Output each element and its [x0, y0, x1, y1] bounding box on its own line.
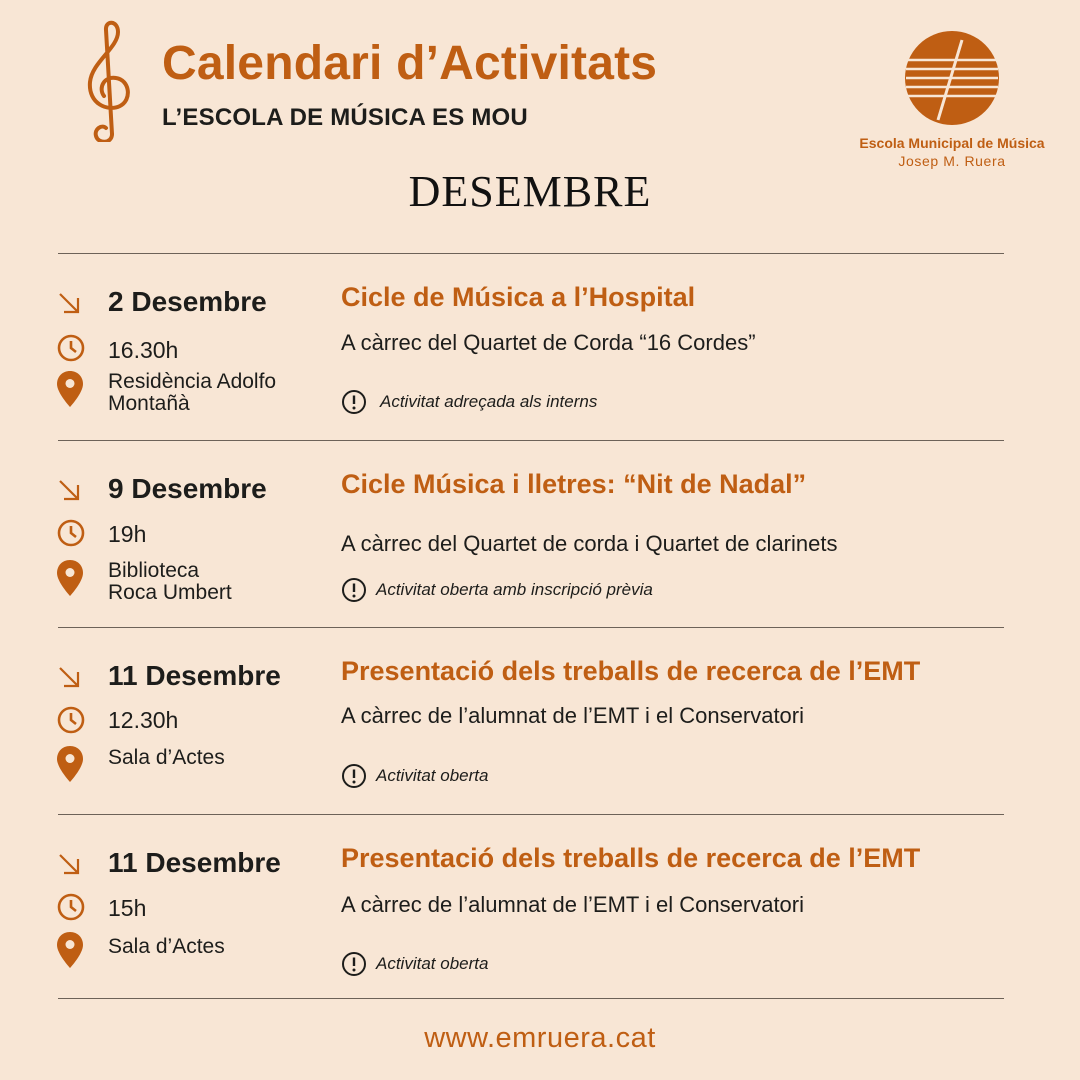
location-pin-icon [56, 370, 84, 408]
divider [58, 998, 1004, 999]
school-logo-icon [904, 30, 1000, 126]
event-note-text: Activitat oberta [376, 766, 489, 785]
exclamation-circle-icon [341, 389, 367, 415]
location-pin-icon [56, 745, 84, 783]
event-title: Presentació dels treballs de recerca de l’EMT [341, 843, 921, 873]
school-subname: Josep M. Ruera [898, 153, 1006, 169]
event-note-text: Activitat adreçada als interns [380, 392, 598, 411]
event-item [0, 628, 1080, 814]
event-note-text: Activitat oberta amb inscripció prèvia [376, 580, 653, 599]
event-time: 15h [108, 895, 147, 921]
arrow-down-right-icon [56, 290, 82, 316]
treble-clef-icon [68, 18, 148, 142]
event-item [0, 254, 1080, 440]
event-title: Cicle Música i lletres: “Nit de Nadal” [341, 469, 807, 499]
website-link[interactable]: www.emruera.cat [424, 1022, 656, 1054]
event-title: Presentació dels treballs de recerca de l’EMT [341, 656, 921, 686]
event-note-text: Activitat oberta [376, 954, 489, 973]
arrow-down-right-icon [56, 477, 82, 503]
school-name: Escola Municipal de Música [859, 135, 1045, 151]
arrow-down-right-icon [56, 851, 82, 877]
event-time: 12.30h [108, 707, 179, 733]
event-description: A càrrec del Quartet de Corda “16 Cordes” [341, 330, 756, 355]
event-item [0, 815, 1080, 1001]
location-pin-icon [56, 931, 84, 969]
event-place-line: Montañà [108, 392, 190, 415]
month-heading: DESEMBRE [408, 167, 652, 216]
event-note [341, 951, 488, 977]
clock-icon [56, 892, 86, 922]
event-time: 19h [108, 521, 147, 547]
event-note [341, 763, 488, 789]
event-place [108, 560, 328, 604]
event-note [341, 389, 597, 415]
event-description: A càrrec del Quartet de corda i Quartet de clarinets [341, 531, 838, 556]
event-time: 16.30h [108, 337, 179, 363]
page-subtitle: L’ESCOLA DE MÚSICA ES MOU [162, 104, 528, 131]
event-description: A càrrec de l’alumnat de l’EMT i el Conservatori [341, 892, 805, 917]
arrow-down-right-icon [56, 664, 82, 690]
event-date: 2 Desembre [108, 286, 267, 317]
event-place-line: Sala d’Actes [108, 935, 225, 958]
event-place [108, 747, 328, 769]
event-date: 9 Desembre [108, 473, 267, 504]
exclamation-circle-icon [341, 951, 367, 977]
event-place-line: Biblioteca [108, 559, 200, 582]
event-item [0, 441, 1080, 627]
page-title: Calendari d’Activitats [162, 37, 658, 90]
event-note [341, 577, 653, 603]
event-place [108, 936, 328, 958]
exclamation-circle-icon [341, 763, 367, 789]
event-place [108, 371, 328, 415]
clock-icon [56, 333, 86, 363]
event-title: Cicle de Música a l’Hospital [341, 282, 696, 312]
location-pin-icon [56, 559, 84, 597]
event-date: 11 Desembre [108, 660, 281, 691]
event-place-line: Sala d’Actes [108, 746, 225, 769]
event-place-line: Residència Adolfo [108, 370, 277, 393]
event-place-line: Roca Umbert [108, 581, 232, 604]
event-date: 11 Desembre [108, 847, 281, 878]
clock-icon [56, 518, 86, 548]
exclamation-circle-icon [341, 577, 367, 603]
clock-icon [56, 705, 86, 735]
event-description: A càrrec de l’alumnat de l’EMT i el Conservatori [341, 703, 805, 728]
